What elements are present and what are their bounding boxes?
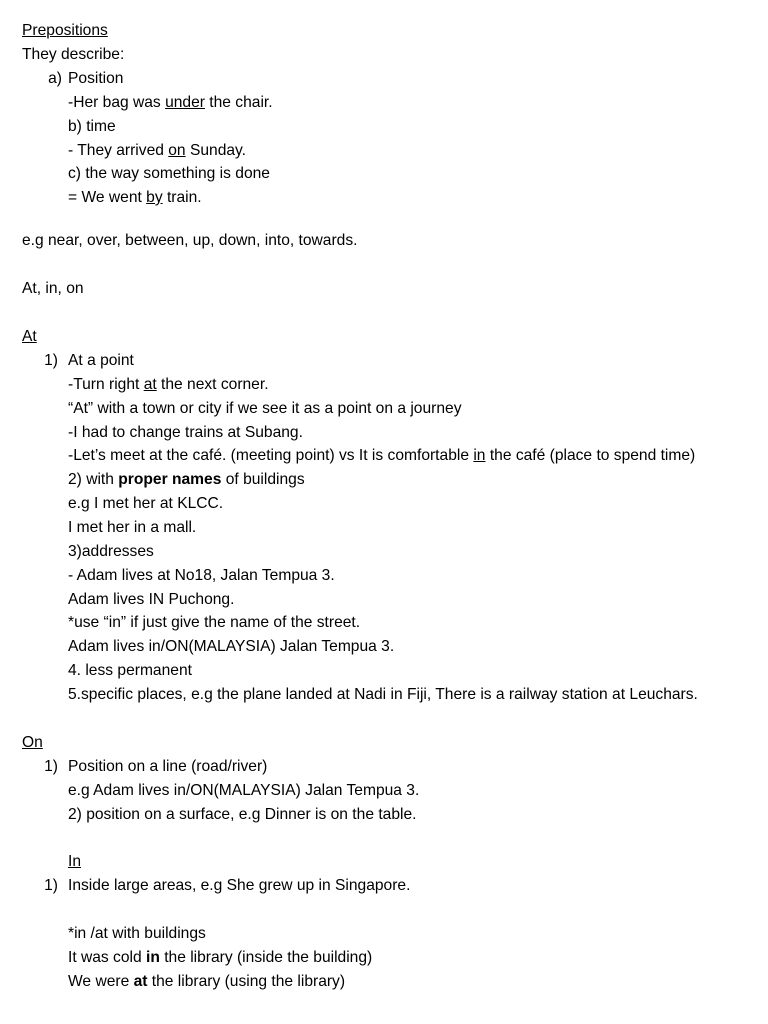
page-title: Prepositions xyxy=(22,22,108,39)
list-marker: 1) xyxy=(44,758,58,775)
example-line: -I had to change trains at Subang. xyxy=(68,424,303,441)
underlined-preposition: by xyxy=(146,189,163,206)
list-item-label: c) the way something is done xyxy=(68,165,270,182)
list-item-label: 2) position on a surface, e.g Dinner is on the table. xyxy=(68,806,417,823)
example-line: I met her in a mall. xyxy=(68,519,197,536)
list-item-label: b) time xyxy=(68,118,116,135)
example-line: Adam lives IN Puchong. xyxy=(68,591,235,608)
note-line: “At” with a town or city if we see it as a point on a journey xyxy=(68,400,462,417)
example-line: - They arrived on Sunday. xyxy=(68,142,247,159)
example-line: -Her bag was under the chair. xyxy=(68,94,273,111)
examples-line: e.g near, over, between, up, down, into, towards. xyxy=(22,232,358,249)
underlined-preposition: in xyxy=(473,447,486,464)
list-marker: 1) xyxy=(44,877,58,894)
list-marker: a) xyxy=(48,70,62,87)
list-item-label: Position on a line (road/river) xyxy=(68,758,268,775)
example-line: It was cold in the library (inside the building) xyxy=(68,949,373,966)
list-item-label: At a point xyxy=(68,352,134,369)
section-heading-at: At xyxy=(22,328,37,345)
list-item-label: Position xyxy=(68,70,124,87)
list-item-label: 4. less permanent xyxy=(68,662,192,679)
example-line: -Turn right at the next corner. xyxy=(68,376,269,393)
list-item-label: 2) with proper names of buildings xyxy=(68,471,305,488)
bold-preposition: at xyxy=(133,973,148,990)
example-line: e.g I met her at KLCC. xyxy=(68,495,224,512)
list-item-label: 3)addresses xyxy=(68,543,154,560)
note-line: *in /at with buildings xyxy=(68,925,206,942)
list-item-label: 5.specific places, e.g the plane landed at Nadi in Fiji, There is a railway station at Leuchars. xyxy=(68,686,698,703)
example-line: - Adam lives at No18, Jalan Tempua 3. xyxy=(68,567,335,584)
note-line: *use “in” if just give the name of the street. xyxy=(68,614,361,631)
list-item-label: Inside large areas, e.g She grew up in Singapore. xyxy=(68,877,411,894)
underlined-preposition: under xyxy=(165,94,205,111)
underlined-preposition: on xyxy=(168,142,186,159)
bold-term: proper names xyxy=(118,471,222,488)
section-heading-in: In xyxy=(68,853,82,870)
example-line: e.g Adam lives in/ON(MALAYSIA) Jalan Tempua 3. xyxy=(68,782,420,799)
example-line: We were at the library (using the library) xyxy=(68,973,346,990)
list-marker: 1) xyxy=(44,352,58,369)
bold-preposition: in xyxy=(146,949,160,966)
intro-text: They describe: xyxy=(22,46,125,63)
example-line: -Let’s meet at the café. (meeting point) vs It is comfortable in the café (place to spend time) xyxy=(68,447,696,464)
section-heading-on: On xyxy=(22,734,43,751)
underlined-preposition: at xyxy=(143,376,157,393)
example-line: = We went by train. xyxy=(68,189,202,206)
at-in-on-line: At, in, on xyxy=(22,280,84,297)
example-line: Adam lives in/ON(MALAYSIA) Jalan Tempua 3. xyxy=(68,638,395,655)
